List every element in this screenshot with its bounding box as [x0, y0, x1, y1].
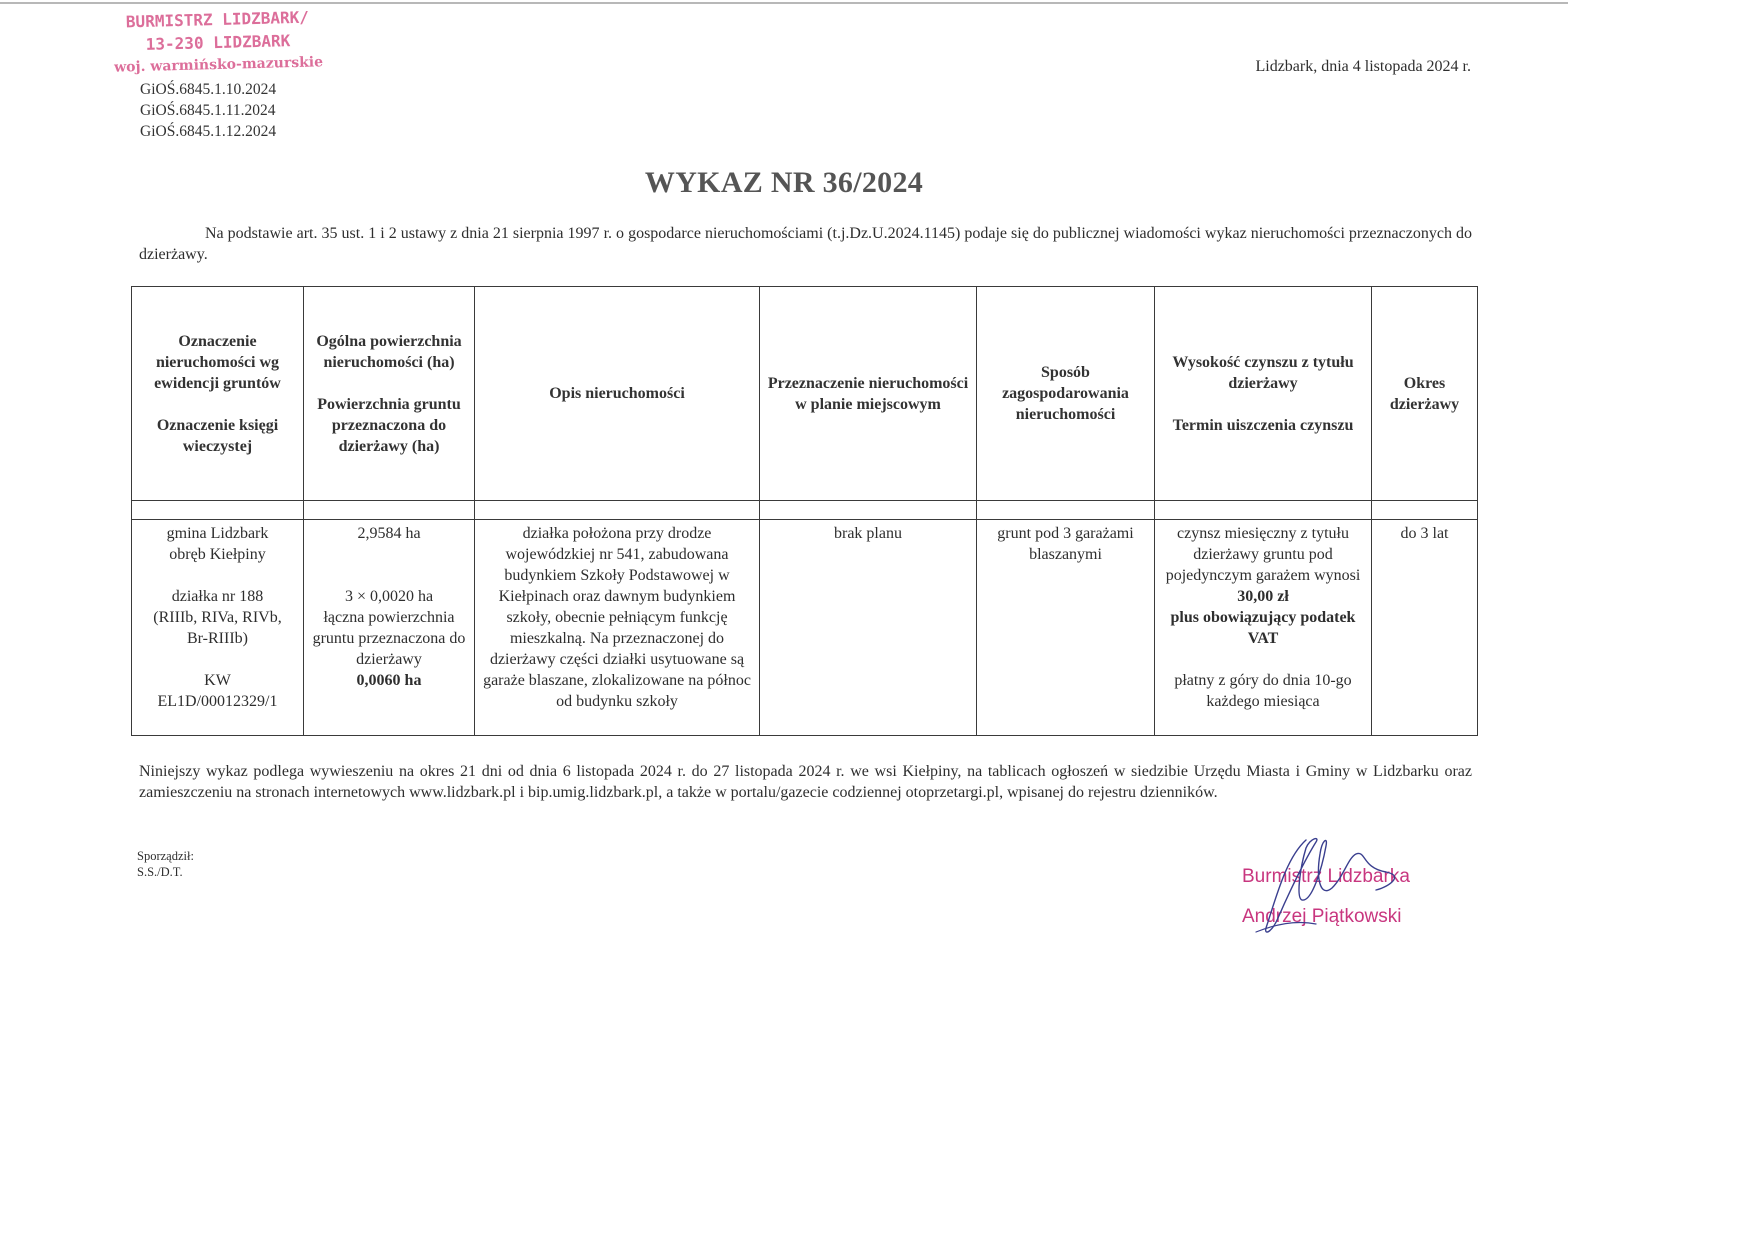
cell-parcel — [132, 520, 304, 736]
header-area — [304, 287, 475, 501]
signature-stamp-name: Andrzej Piątkowski — [1242, 906, 1402, 927]
header-description: Opis nieruchomości — [475, 287, 760, 501]
cell-text: gmina Lidzbark — [166, 525, 269, 542]
header-local-plan: Przeznaczenie nieruchomości w planie miejscowym — [760, 287, 977, 501]
header-text: Wysokość czynszu z tytułu dzierżawy — [1172, 353, 1354, 392]
header-text: Powierzchnia gruntu przeznaczona do dzierżawy (ha) — [317, 395, 461, 455]
header-text: Oznaczenie księgi wieczystej — [156, 416, 279, 455]
header-text: Ogólna powierzchnia nieruchomości (ha) — [316, 332, 462, 371]
header-land-use: Sposób zagospodarowania nieruchomości — [977, 287, 1155, 501]
cell-text: plus obowiązujący podatek VAT — [1170, 609, 1356, 647]
table-spacer-row — [132, 501, 1478, 520]
prepared-by — [137, 848, 194, 880]
signature-scribble — [1236, 828, 1456, 948]
case-reference: GiOŚ.6845.1.12.2024 — [140, 123, 277, 140]
lease-table — [131, 286, 1478, 736]
case-reference: GiOŚ.6845.1.10.2024 — [140, 81, 277, 98]
mayor-signature — [1236, 828, 1456, 948]
intro-paragraph: Na podstawie art. 35 ust. 1 i 2 ustawy z dnia 21 sierpnia 1997 r. o gospodarce nieruchomościami (t.j.Dz.U.2024.1145) podaje się do publicznej wiadomości wykaz nieruchomości przeznaczonych do dzierżawy. — [139, 225, 1472, 263]
stamp-line-1: BURMISTRZ LIDZBARK/ — [125, 7, 310, 32]
case-references — [140, 79, 276, 142]
cell-text: łączna powierzchnia gruntu przeznaczona do dzierżawy — [312, 609, 466, 668]
cell-text: działka nr 188 — [171, 588, 264, 605]
office-stamp — [97, 5, 339, 80]
stamp-line-2: 13-230 LIDZBARK — [145, 31, 291, 54]
case-reference: GiOŚ.6845.1.11.2024 — [140, 102, 276, 119]
cell-text: obręb Kiełpiny — [169, 546, 266, 563]
cell-text: 3 × 0,0020 ha — [344, 588, 434, 605]
signature-stamp-title: Burmistrz Lidzbarka — [1242, 866, 1410, 887]
scan-top-border — [0, 2, 1568, 4]
document-date: Lidzbark, dnia 4 listopada 2024 r. — [1255, 58, 1471, 75]
table-header-row — [132, 287, 1478, 501]
prepared-by-label: Sporządził: — [137, 849, 194, 863]
cell-text: KW — [204, 672, 231, 689]
cell-land-use: grunt pod 3 garażami blaszanymi — [977, 520, 1155, 736]
header-rent — [1155, 287, 1372, 501]
cell-text: 0,0060 ha — [356, 672, 422, 689]
cell-text: płatny z góry do dnia 10-go każdego miesiąca — [1174, 672, 1352, 710]
stamp-line-3: woj. warmińsko-mazurskie — [113, 54, 324, 76]
table-row — [132, 520, 1478, 736]
prepared-by-initials: S.S./D.T. — [137, 865, 183, 879]
header-text: Oznaczenie nieruchomości wg ewidencji gruntów — [154, 332, 281, 392]
footer-paragraph: Niniejszy wykaz podlega wywieszeniu na okres 21 dni od dnia 6 listopada 2024 r. do 27 listopada 2024 r. we wsi Kiełpiny, na tablicach ogłoszeń w siedzibie Urzędu Miasta i Gminy w Lidzbarku oraz zamieszczeniu na stronach internetowych www.lidzbark.pl i bip.umig.lidzbark.pl, a także w portalu/gazecie codziennej otoprzetargi.pl, wpisanej do rejestru dzienników. — [139, 763, 1472, 801]
cell-text: EL1D/00012329/1 — [157, 693, 278, 710]
cell-text: 30,00 zł — [1237, 588, 1289, 605]
header-parcel-designation — [132, 287, 304, 501]
cell-text: (RIIIb, RIVa, RIVb, — [153, 609, 282, 626]
header-lease-period: Okres dzierżawy — [1372, 287, 1478, 501]
header-text: Termin uiszczenia czynszu — [1172, 416, 1354, 434]
cell-description: działka położona przy drodze wojewódzkiej nr 541, zabudowana budynkiem Szkoły Podstawowej w Kiełpinach oraz dawnym budynkiem szkoły, obecnie pełniącym funkcję mieszkalną. Na przeznaczonej do dzierżawy części działki usytuowane są garaże blaszane, zlokalizowane na północ od budynku szkoły — [475, 520, 760, 736]
cell-area — [304, 520, 475, 736]
cell-text: Br-RIIIb) — [187, 630, 248, 647]
cell-lease-period: do 3 lat — [1372, 520, 1478, 736]
cell-local-plan: brak planu — [760, 520, 977, 736]
cell-text: czynsz miesięczny z tytułu dzierżawy gruntu pod pojedynczym garażem wynosi — [1165, 525, 1361, 584]
cell-text: 2,9584 ha — [357, 525, 421, 542]
document-title: WYKAZ NR 36/2024 — [644, 166, 924, 199]
cell-rent — [1155, 520, 1372, 736]
